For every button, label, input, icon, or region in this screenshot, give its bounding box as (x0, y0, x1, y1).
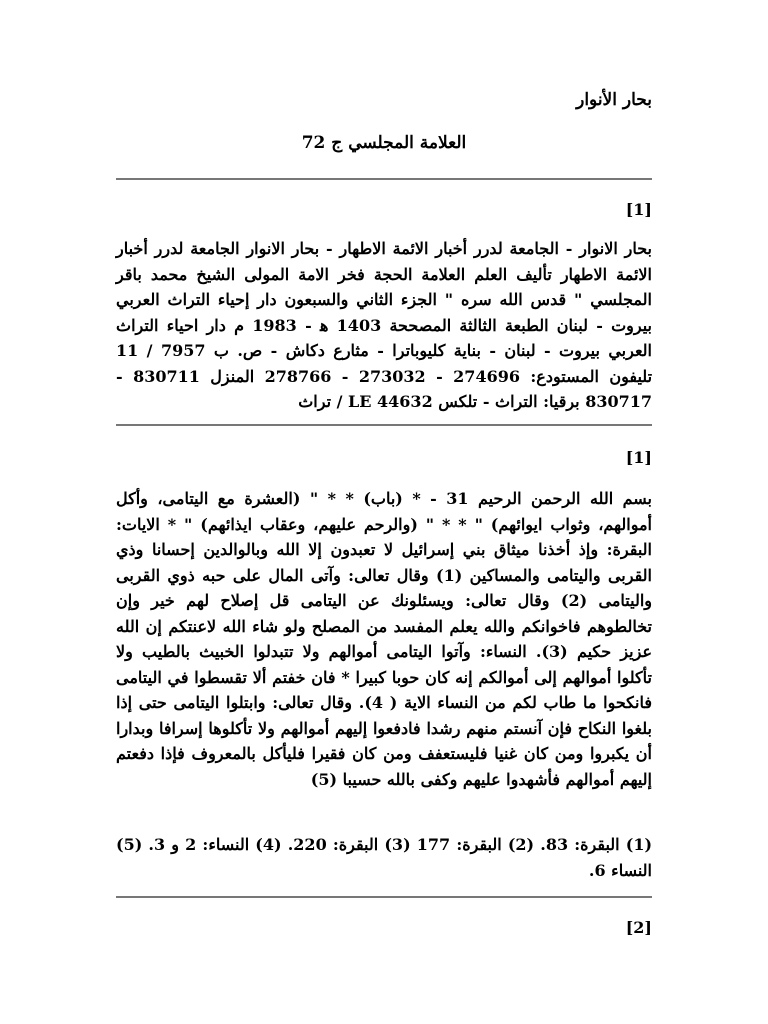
footnote-text: (1) البقرة: 83. (2) البقرة: 177 (3) البقرة: 220. (4) النساء: 2 و 3. (5) النساء 6. (116, 835, 653, 880)
page-marker: [1] (625, 200, 652, 219)
book-title: بحار الأنوار (576, 90, 652, 110)
book-subtitle: العلامة المجلسي ج 72 (301, 133, 467, 153)
footnotes (116, 832, 652, 883)
divider (116, 178, 652, 180)
page-marker: [1] (625, 448, 652, 467)
publication-text: بحار الانوار - الجامعة لدرر أخبار الائمة الاطهار - بحار الانوار الجامعة لدرر أخبار الائمة الاطهار تأليف العلم العلامة الحجة فخر الامة المولى الشيخ محمد باقر المجلسي " قدس الله سره " الجزء الثاني والسبعون دار إحياء التراث العربي بيروت - لبنان الطبعة الثالثة المصححة 1403 ه‍ - 1983 م دار احياء التراث العربي بيروت - لبنان - بناية كليوباترا - مثارع دكاش - ص. ب 7957 / 11 تليفون المستودع: 274696 - 273032 - 278766 المنزل 830711 - 830717 برقيا: التراث - تلكس LE 44632 / تراث (116, 239, 653, 411)
publication-info (116, 236, 652, 415)
chapter-body: بسم الله الرحمن الرحيم 31 - * (باب) * * " (العشرة مع اليتامى، وأكل أموالهم، وثواب ايوائهم) " * * " (والرحم عليهم، وعقاب ايذائهم) " * الايات: البقرة: وإذ أخذنا ميثاق بني إسرائيل لا تعبدون إلا الله وبالوالدين إحسانا وذي القربى واليتامى والمساكين (1) وقال تعالى: وآتى المال على حبه ذوي القربى واليتامى (2) وقال تعالى: ويسئلونك عن اليتامى قل إصلاح لهم خير وإن تخالطوهم فاخوانكم والله يعلم المفسد من المصلح ولو شاء الله لاعنتكم إن الله عزيز حكيم (3). النساء: وآتوا اليتامى أموالهم ولا تتبدلوا الخبيث بالطيب ولا تأكلوا أموالهم إلى أموالكم إنه كان حوبا كبيرا * فان خفتم ألا تقسطوا في اليتامى فانكحوا ما طاب لكم من النساء الاية ( 4). وقال تعالى: وابتلوا اليتامى حتى إذا بلغوا النكاح فإن آنستم منهم رشدا فادفعوا إليهم أموالهم ولا تأكلوها إسرافا وبدارا أن يكبروا ومن كان غنيا فليستعفف ومن كان فقيرا فليأكل بالمعروف فإذا دفعتم إليهم أموالهم فأشهدوا عليهم وكفى بالله حسيبا (5) (116, 489, 653, 789)
divider (116, 896, 652, 898)
page-marker: [2] (625, 918, 652, 937)
chapter-text (116, 486, 652, 792)
divider (116, 424, 652, 426)
